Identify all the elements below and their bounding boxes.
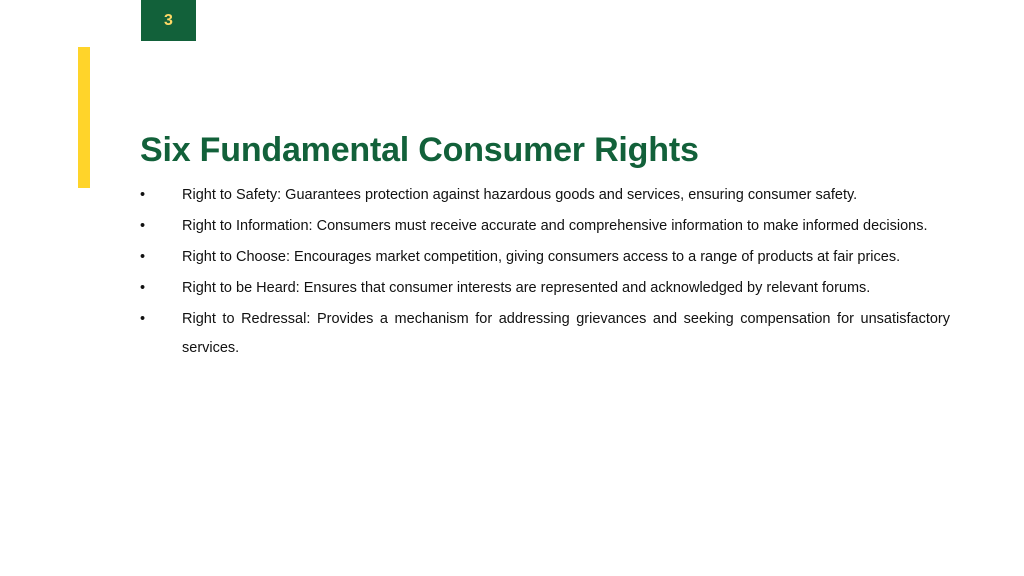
list-item-text: Right to Redressal: Provides a mechanism for addressing grievances and seeking compensation for unsatisfactory services. (182, 311, 950, 356)
bullet-icon: • (140, 187, 146, 203)
slide-number-badge (141, 0, 196, 41)
list-item (140, 274, 950, 303)
page-title: Six Fundamental Consumer Rights (140, 130, 699, 169)
bullet-list (140, 181, 950, 365)
accent-bar (78, 47, 90, 188)
list-item-text: Right to Information: Consumers must receive accurate and comprehensive information to make informed decisions. (182, 218, 928, 234)
bullet-icon: • (140, 249, 146, 265)
list-item (140, 181, 950, 210)
list-item (140, 212, 950, 241)
bullet-icon: • (140, 311, 146, 327)
bullet-icon: • (140, 280, 146, 296)
slide-number: 3 (164, 11, 173, 29)
list-item-text: Right to be Heard: Ensures that consumer interests are represented and acknowledged by relevant forums. (182, 280, 871, 296)
list-item (140, 305, 950, 363)
bullet-icon: • (140, 218, 146, 234)
list-item (140, 243, 950, 272)
list-item-text: Right to Safety: Guarantees protection against hazardous goods and services, ensuring consumer safety. (182, 187, 858, 203)
list-item-text: Right to Choose: Encourages market competition, giving consumers access to a range of products at fair prices. (182, 249, 901, 265)
